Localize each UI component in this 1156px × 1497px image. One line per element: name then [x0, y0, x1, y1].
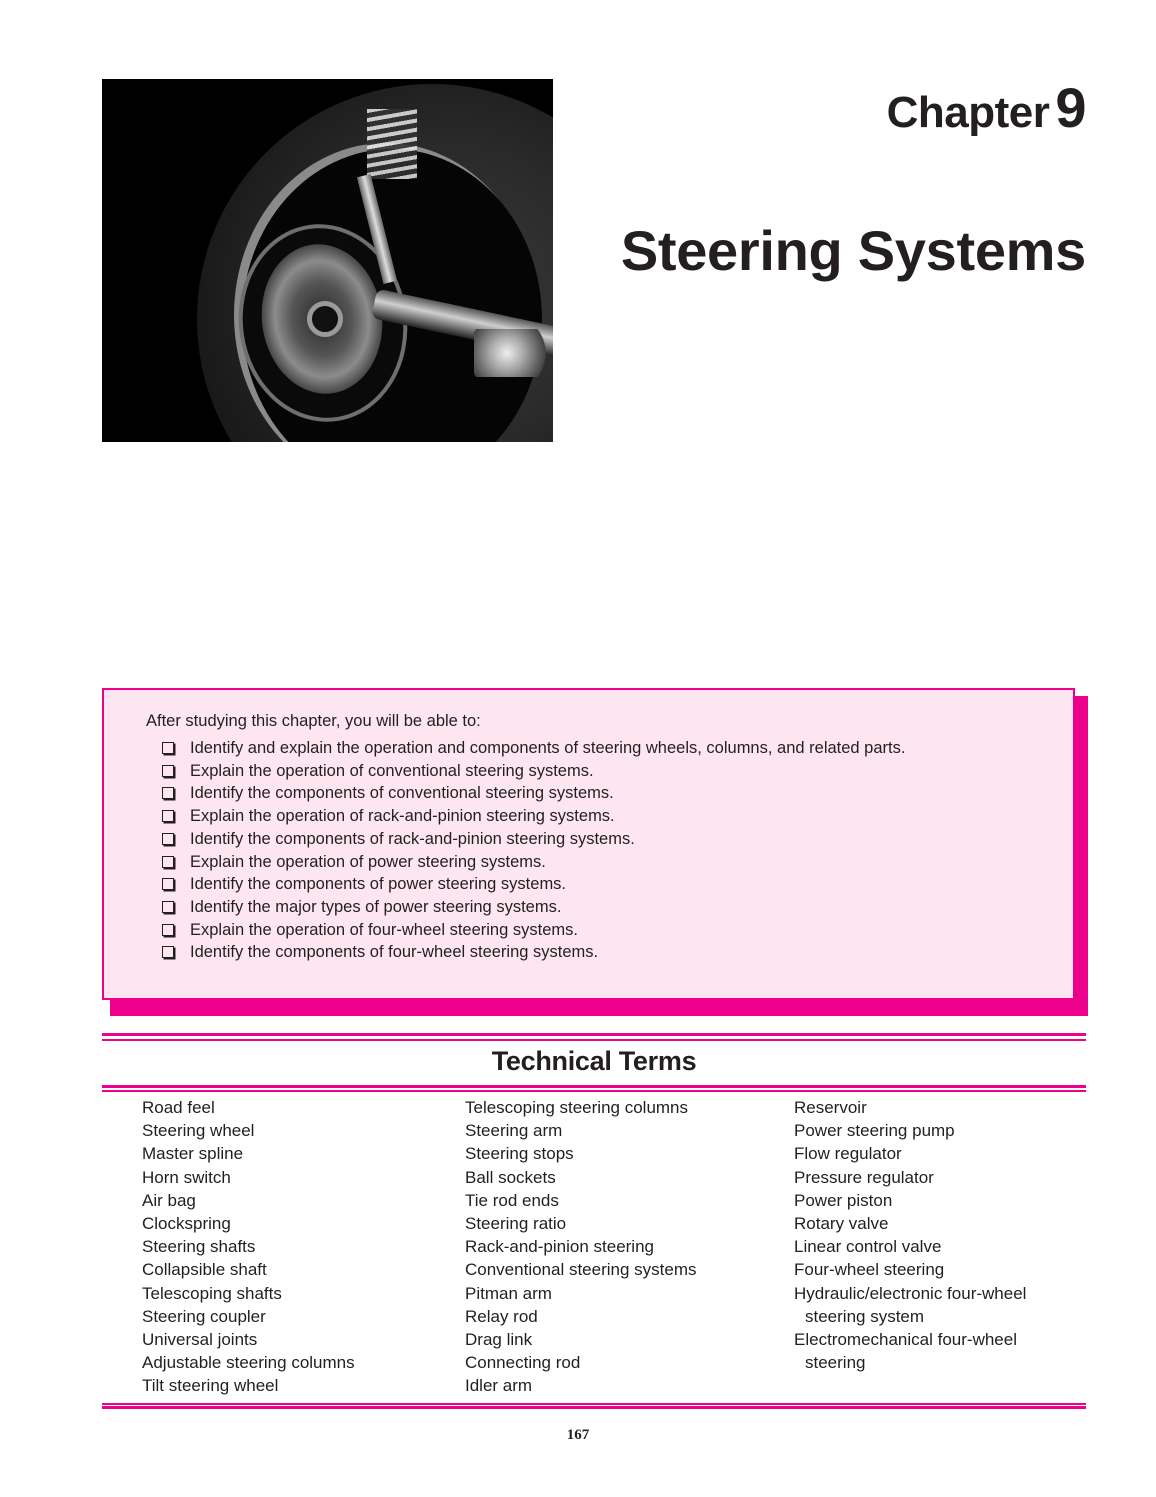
term: Pitman arm — [465, 1283, 552, 1303]
objectives-box — [102, 688, 1075, 1000]
term: Rack-and-pinion steering — [465, 1237, 654, 1257]
term: Hydraulic/electronic four-wheel — [794, 1283, 1027, 1303]
divider-rule — [102, 1406, 1086, 1409]
divider-rule — [102, 1085, 1086, 1088]
term: Relay rod — [465, 1306, 538, 1326]
term: Power steering pump — [794, 1121, 955, 1141]
term: Linear control valve — [794, 1237, 942, 1257]
term: Air bag — [142, 1190, 196, 1210]
objective-item: Identify the major types of power steering systems. — [162, 896, 962, 919]
term: Adjustable steering columns — [142, 1353, 355, 1373]
term: Telescoping steering columns — [465, 1098, 689, 1117]
term: Connecting rod — [465, 1353, 581, 1373]
checkbox-icon — [162, 856, 174, 868]
objective-item: Identify the components of rack-and-pinion steering systems. — [162, 828, 962, 851]
term: Steering wheel — [142, 1121, 255, 1141]
term: Road feel — [142, 1098, 215, 1117]
objective-item: Identify the components of power steering systems. — [162, 873, 962, 896]
page-number: 167 — [566, 1427, 590, 1443]
objective-item: Explain the operation of power steering systems. — [162, 851, 962, 874]
chapter-opening-photo — [102, 79, 553, 442]
term: Electromechanical four-wheel — [794, 1330, 1017, 1350]
objectives-intro: After studying this chapter, you will be able to: — [146, 712, 481, 730]
checkbox-icon — [162, 787, 174, 799]
chapter-word: Chapter — [886, 88, 1050, 137]
divider-rule — [102, 1403, 1086, 1405]
terms-column-1 — [142, 1096, 355, 1398]
term: Flow regulator — [794, 1144, 902, 1164]
term: Reservoir — [794, 1098, 867, 1117]
divider-rule — [102, 1033, 1086, 1036]
terms-column-3 — [794, 1096, 1026, 1374]
term: Tilt steering wheel — [142, 1376, 279, 1396]
objective-item: Explain the operation of four-wheel steering systems. — [162, 919, 962, 942]
chapter-number: 9 — [1055, 76, 1086, 139]
objective-item: Identify the components of four-wheel steering systems. — [162, 941, 962, 964]
term: Steering stops — [465, 1144, 574, 1164]
term: Universal joints — [142, 1330, 258, 1350]
term: Ball sockets — [465, 1167, 556, 1187]
term: Steering arm — [465, 1121, 563, 1141]
term: Master spline — [142, 1144, 244, 1164]
term-continuation: steering — [805, 1353, 866, 1373]
checkbox-icon — [162, 833, 174, 845]
suspension-bracket — [474, 329, 553, 377]
term: Four-wheel steering — [794, 1260, 945, 1280]
term-continuation: steering system — [805, 1306, 925, 1326]
term: Tie rod ends — [465, 1190, 559, 1210]
terms-column-2 — [465, 1096, 697, 1398]
chapter-label — [887, 78, 1086, 143]
term: Drag link — [465, 1330, 533, 1350]
coil-spring — [367, 109, 417, 179]
term: Rotary valve — [794, 1214, 889, 1234]
divider-rule — [102, 1090, 1086, 1092]
term: Collapsible shaft — [142, 1260, 267, 1280]
objective-item: Explain the operation of conventional steering systems. — [162, 760, 962, 783]
term: Horn switch — [142, 1167, 231, 1187]
objectives-list — [162, 737, 962, 964]
term: Clockspring — [142, 1214, 231, 1234]
checkbox-icon — [162, 901, 174, 913]
term: Steering coupler — [142, 1306, 266, 1326]
checkbox-icon — [162, 924, 174, 936]
term: Steering shafts — [142, 1237, 256, 1257]
checkbox-icon — [162, 765, 174, 777]
chapter-title: Steering Systems — [620, 219, 1086, 282]
term: Pressure regulator — [794, 1167, 934, 1187]
technical-terms-heading: Technical Terms — [491, 1046, 697, 1076]
term: Idler arm — [465, 1376, 533, 1396]
term: Power piston — [794, 1190, 893, 1210]
checkbox-icon — [162, 742, 174, 754]
term: Telescoping shafts — [142, 1283, 282, 1303]
checkbox-icon — [162, 946, 174, 958]
wheel-hub — [307, 301, 343, 337]
checkbox-icon — [162, 878, 174, 890]
objective-item: Identify and explain the operation and components of steering wheels, columns, and related parts. — [162, 737, 962, 760]
objective-item: Explain the operation of rack-and-pinion steering systems. — [162, 805, 962, 828]
term: Steering ratio — [465, 1214, 567, 1234]
checkbox-icon — [162, 810, 174, 822]
term: Conventional steering systems — [465, 1260, 697, 1280]
objective-item: Identify the components of conventional steering systems. — [162, 782, 962, 805]
